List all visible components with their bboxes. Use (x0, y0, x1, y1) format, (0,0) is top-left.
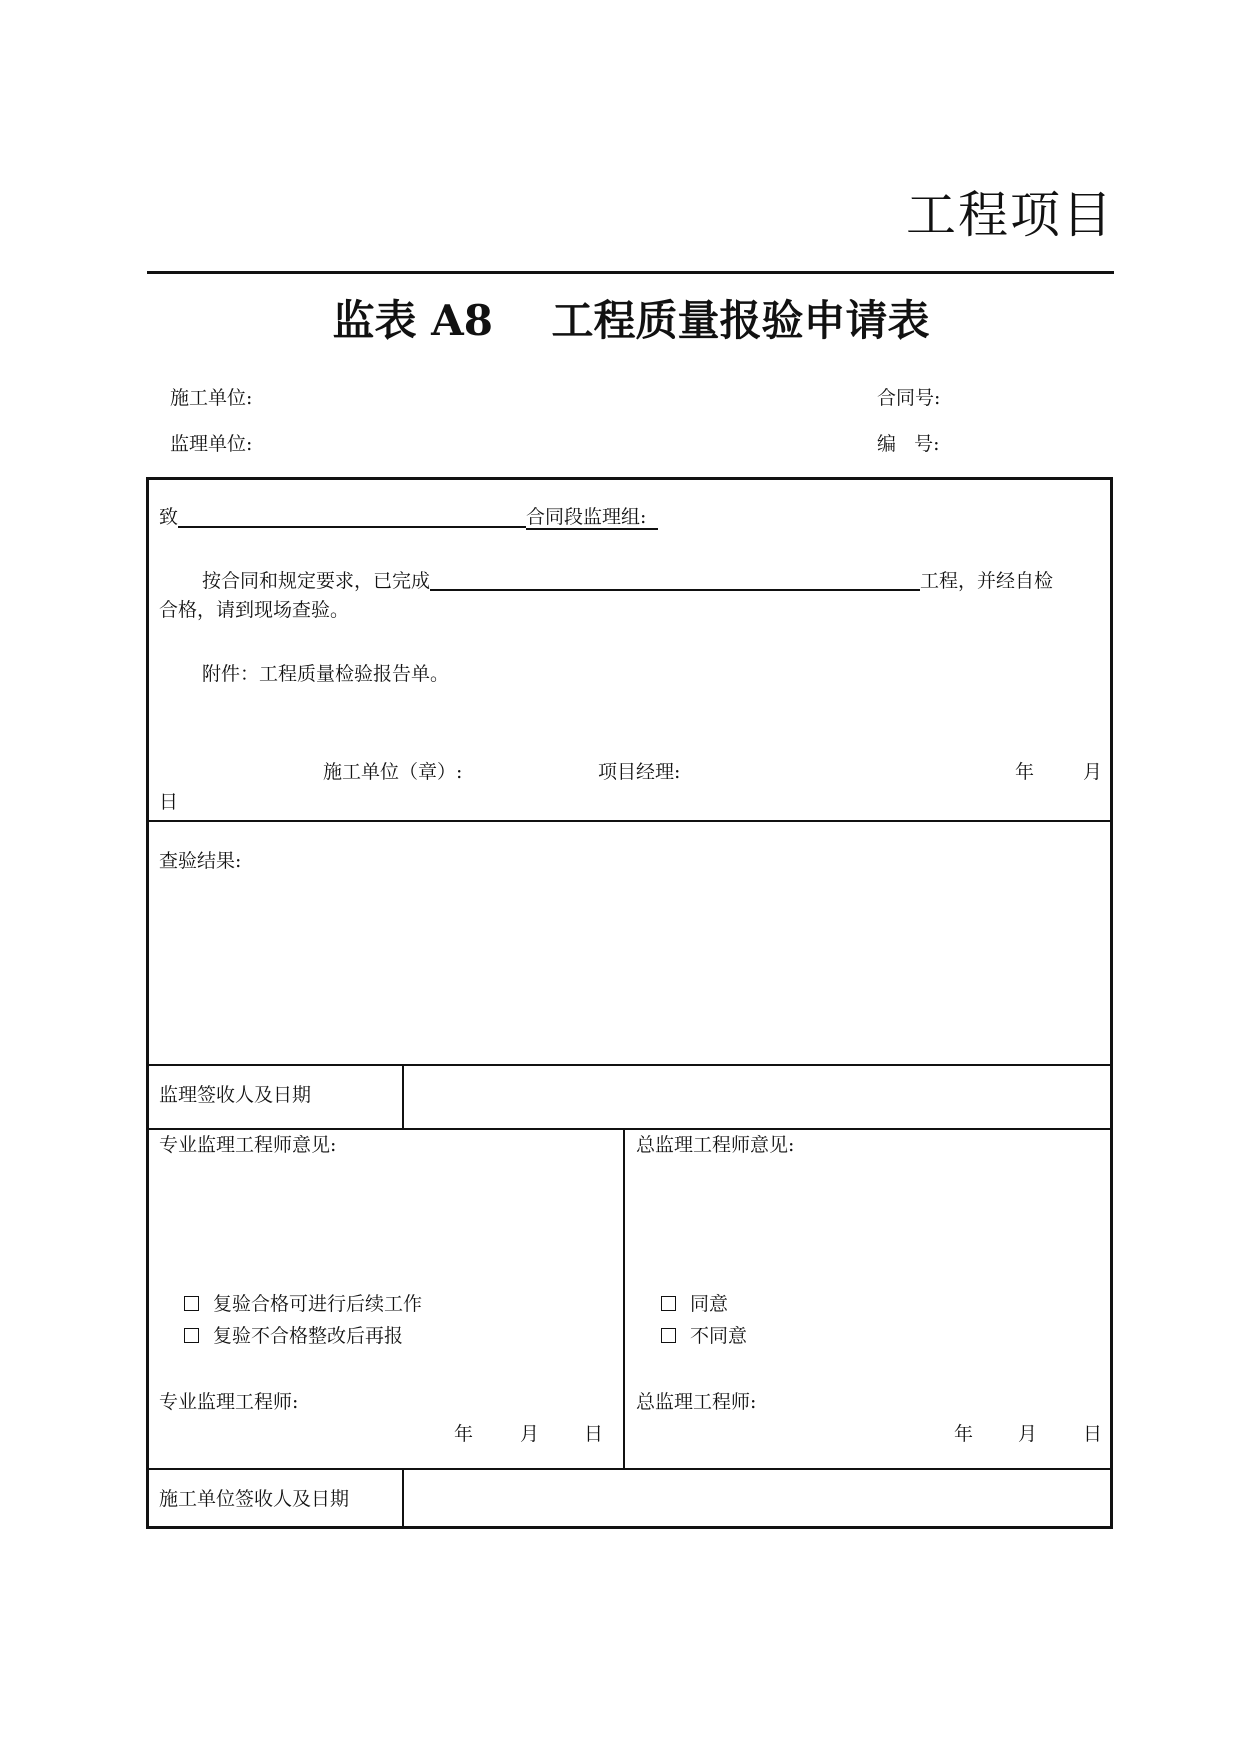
specialist-year: 年 (454, 1423, 474, 1445)
checkbox-icon[interactable] (184, 1296, 199, 1311)
construction-unit-label: 施工单位: (170, 387, 253, 409)
to-label: 致 (159, 506, 179, 528)
supervisor-receipt-label: 监理签收人及日期 (159, 1084, 312, 1106)
checkbox-icon[interactable] (661, 1328, 676, 1343)
option-fail[interactable] (184, 1327, 403, 1346)
chief-day: 日 (1083, 1423, 1103, 1445)
request-day: 日 (159, 791, 179, 813)
chief-opinion-label: 总监理工程师意见: (636, 1134, 795, 1156)
request-body-line2: 合格，请到现场查验。 (159, 599, 350, 621)
divider-supervisor-receipt (402, 1064, 404, 1128)
specialist-day: 日 (584, 1423, 604, 1445)
request-body-line1 (202, 569, 1053, 591)
divider-opinions (623, 1128, 625, 1468)
option-agree-label: 同意 (690, 1293, 729, 1315)
request-recipient-line (159, 506, 658, 528)
specialist-month: 月 (520, 1423, 540, 1445)
project-name-blank (430, 569, 920, 591)
unit-seal-label: 施工单位（章）: (323, 761, 463, 783)
option-disagree-label: 不同意 (690, 1325, 748, 1347)
inspection-result-label: 查验结果: (159, 850, 242, 872)
contractor-receipt-label: 施工单位签收人及日期 (159, 1488, 350, 1510)
chief-engineer-label: 总监理工程师: (636, 1391, 757, 1413)
project-manager-label: 项目经理: (598, 761, 681, 783)
option-fail-label: 复验不合格整改后再报 (213, 1325, 404, 1347)
divider-receipt-opinions (149, 1128, 1110, 1130)
divider-opinions-contractor (149, 1468, 1110, 1470)
serial-no-label: 编 号: (877, 433, 940, 455)
header-title: 工程项目 (906, 186, 1114, 244)
specialist-engineer-label: 专业监理工程师: (159, 1391, 299, 1413)
checkbox-icon[interactable] (184, 1328, 199, 1343)
specialist-opinion-label: 专业监理工程师意见: (159, 1134, 337, 1156)
request-month: 月 (1083, 761, 1103, 783)
body-suffix: 工程，并经自检 (920, 570, 1054, 592)
supervision-unit-label: 监理单位: (170, 433, 253, 455)
option-disagree[interactable] (661, 1327, 747, 1346)
body-prefix: 按合同和规定要求，已完成 (202, 570, 431, 592)
recipient-blank (178, 506, 526, 528)
contract-no-label: 合同号: (877, 387, 941, 409)
option-agree[interactable] (661, 1295, 728, 1314)
divider-contractor-receipt (402, 1468, 404, 1529)
divider-request-results (149, 820, 1110, 822)
option-pass-label: 复验合格可进行后续工作 (213, 1293, 423, 1315)
form-title: 监表 A8 工程质量报验申请表 (332, 296, 930, 345)
option-pass[interactable] (184, 1295, 422, 1314)
checkbox-icon[interactable] (661, 1296, 676, 1311)
chief-month: 月 (1018, 1423, 1038, 1445)
header-rule (147, 271, 1114, 274)
recipient-suffix: 合同段监理组: (526, 506, 658, 530)
divider-results-receipt (149, 1064, 1110, 1066)
request-year: 年 (1015, 761, 1035, 783)
form-table (146, 477, 1113, 1529)
attachment-note: 附件：工程质量检验报告单。 (202, 663, 450, 685)
chief-year: 年 (954, 1423, 974, 1445)
